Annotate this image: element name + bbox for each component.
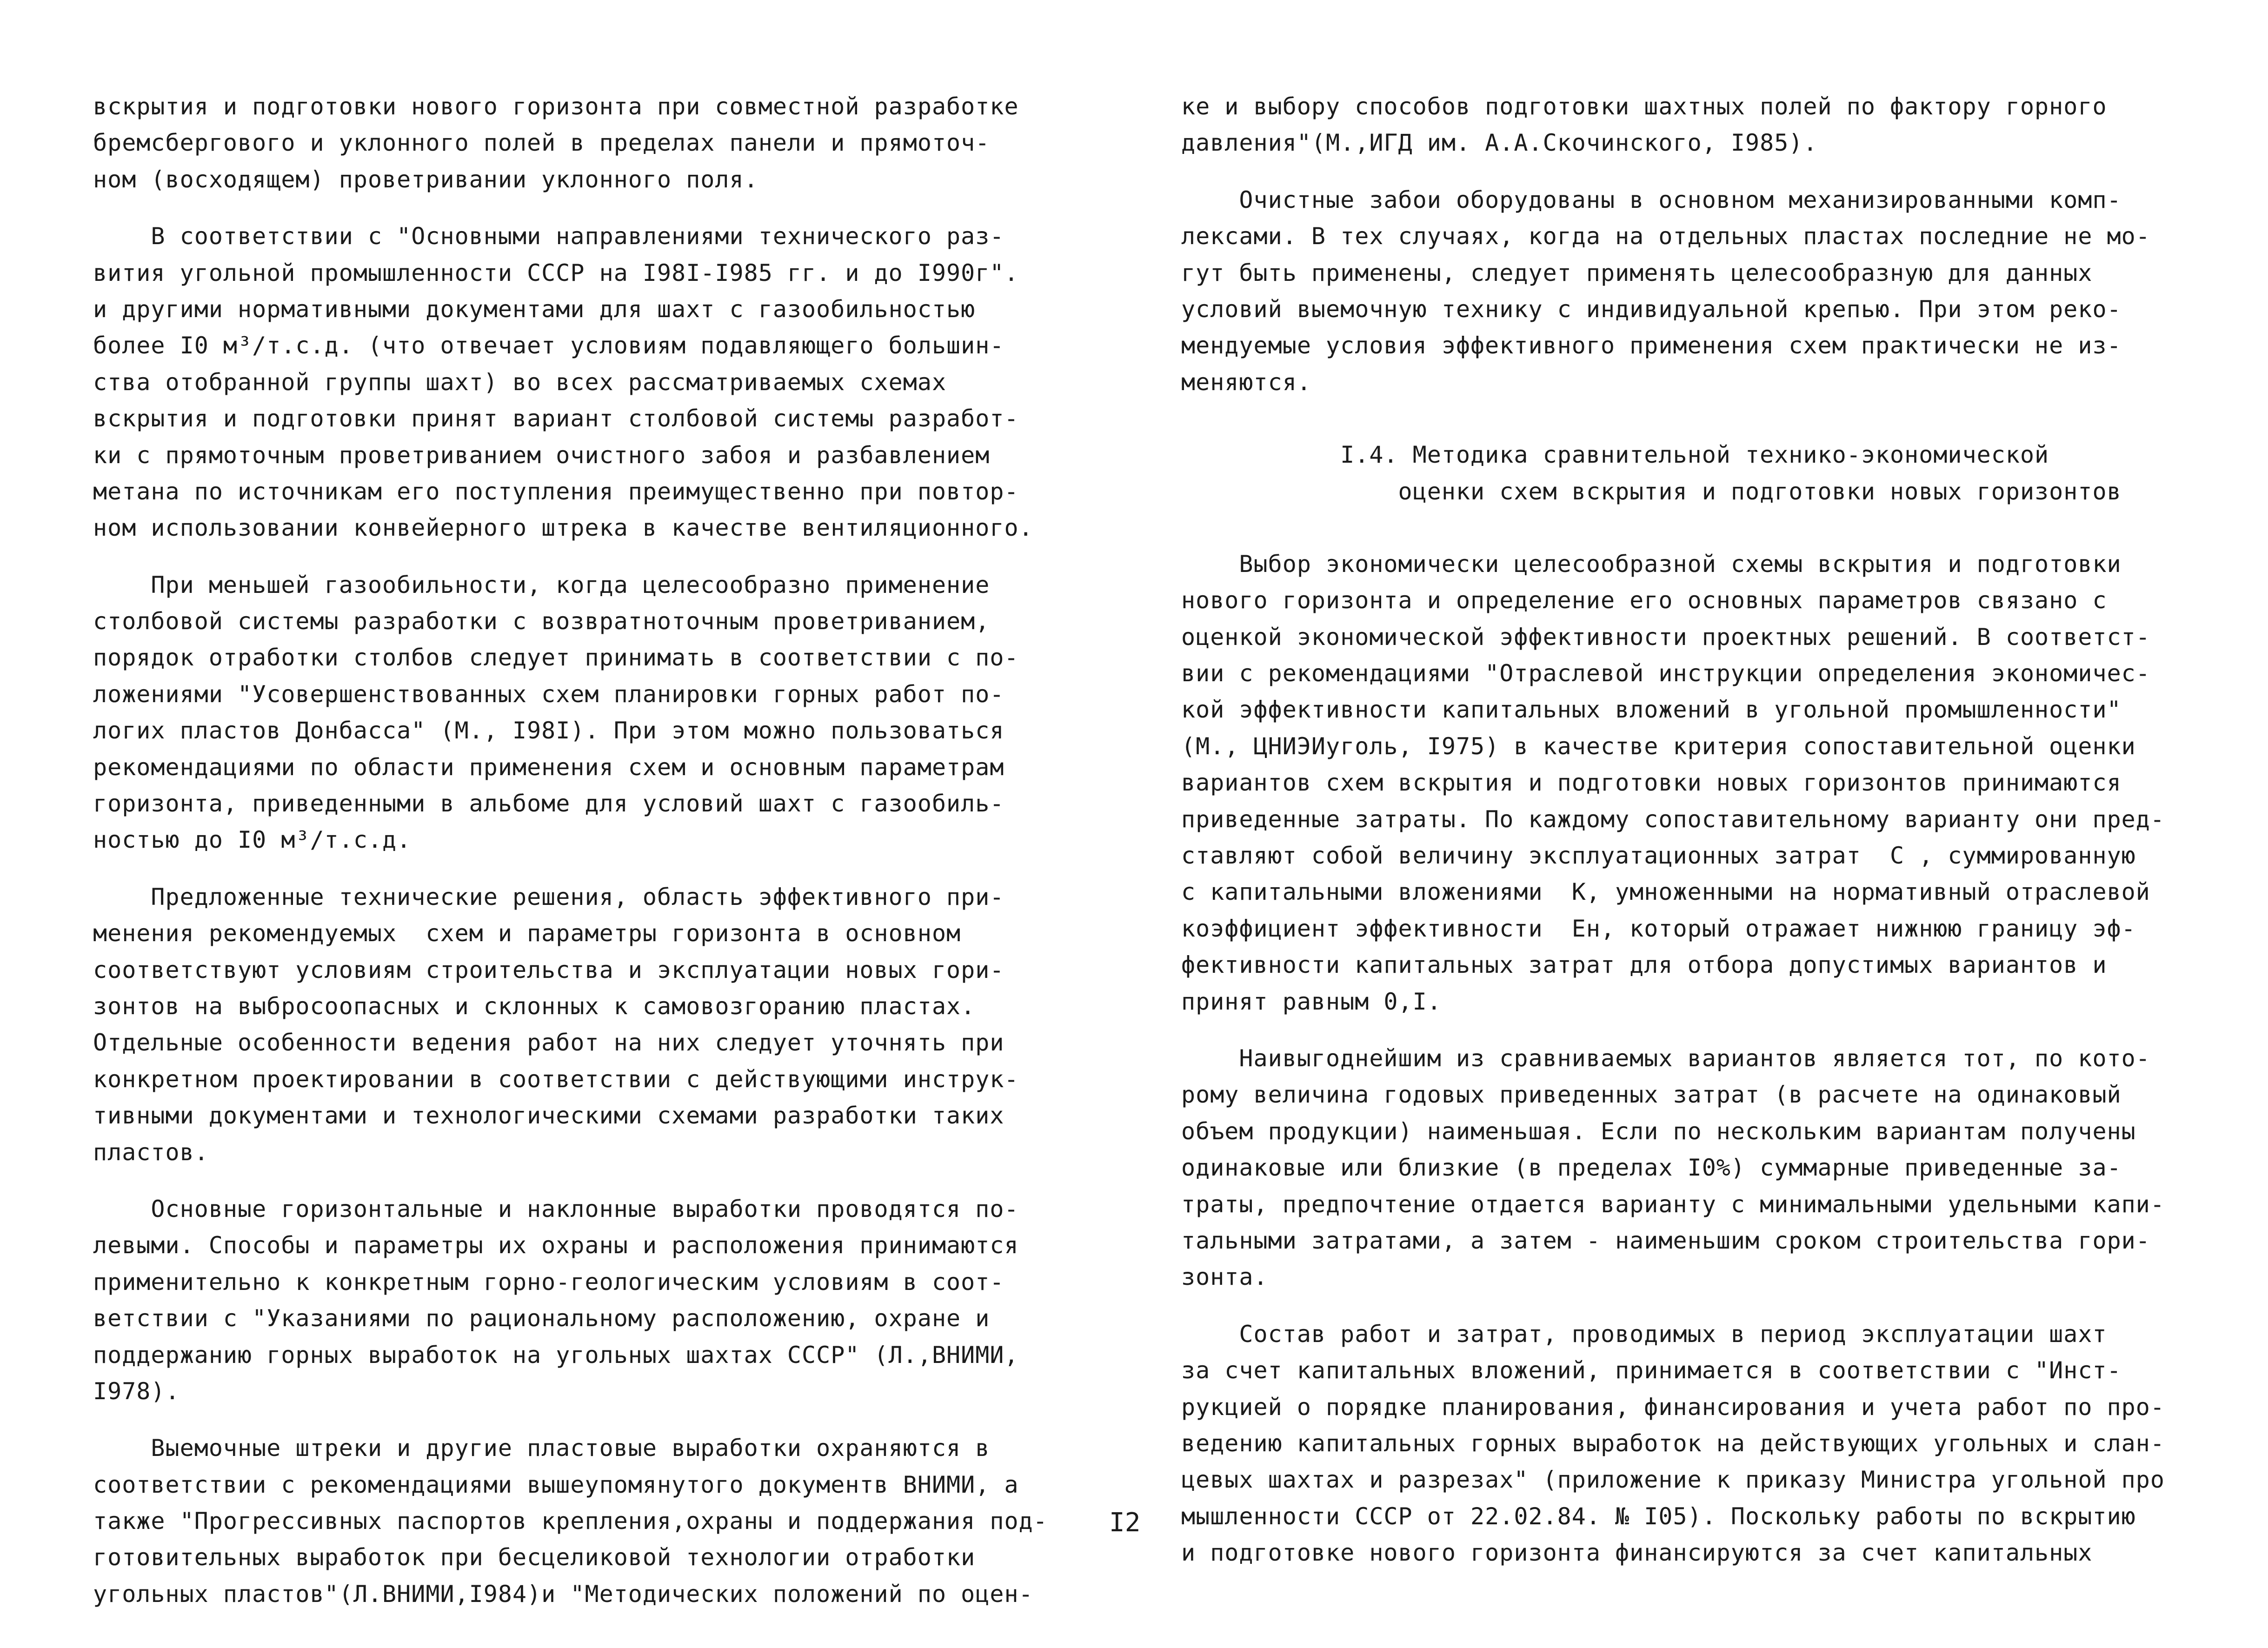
text-line: мендуемые условия эффективного применения схем практически не из-	[1181, 332, 2122, 359]
text-line: Наивыгоднейшим из сравниваемых вариантов является тот, по кото-	[1181, 1044, 2150, 1072]
text-line: ностью до I0 м³/т.с.д.	[93, 826, 412, 854]
text-line: Выемочные штреки и другие пластовые выработки охраняются в	[93, 1435, 990, 1462]
text-line: (М., ЦНИЭИуголь, I975) в качестве критерия сопоставительной оценки	[1181, 732, 2136, 760]
text-line: зонтов на выбросоопасных и склонных к самовозгоранию пластах.	[93, 992, 976, 1020]
text-line: гут быть применены, следует применять целесообразную для данных	[1181, 259, 2093, 286]
text-line: ведению капитальных горных выработок на действующих угольных и слан-	[1181, 1429, 2165, 1457]
text-line: Отдельные особенности ведения работ на них следует уточнять при	[93, 1029, 1004, 1057]
spacer	[93, 1170, 1102, 1191]
text-line: вития угольной промышленности СССР на I98I-I985 гг. и до I990г".	[93, 259, 1019, 286]
text-line: оценкой экономической эффективности проектных решений. В соответст-	[1181, 623, 2150, 651]
left-text-column	[93, 88, 1102, 1612]
text-line: вии с рекомендациями "Отраслевой инструкции определения экономичес-	[1181, 660, 2150, 687]
paragraph	[1181, 1316, 2195, 1571]
text-line: ветствии с "Указаниями по рациональному расположению, охране и	[93, 1305, 990, 1332]
text-line: поддержанию горных выработок на угольных шахтах СССР" (Л.,ВНИМИ,	[93, 1341, 1019, 1369]
page-number: I2	[1109, 1508, 1141, 1538]
spacer	[93, 1409, 1102, 1430]
text-line: объем продукции) наименьшая. Если по нескольким вариантам получены	[1181, 1117, 2136, 1145]
text-line: фективности капитальных затрат для отбора допустимых вариантов и	[1181, 951, 2107, 979]
text-line: траты, предпочтение отдается варианту с минимальными удельными капи-	[1181, 1190, 2165, 1218]
text-line: принят равным 0,I.	[1181, 988, 1442, 1015]
text-line: ном (восходящем) проветривании уклонного поля.	[93, 166, 758, 193]
text-line: менения рекомендуемых схем и параметры горизонта в основном	[93, 920, 961, 947]
paragraph	[93, 1430, 1102, 1612]
spacer	[1181, 1020, 2195, 1040]
text-line: столбовой системы разработки с возвратноточным проветриванием,	[93, 608, 990, 635]
text-line: вскрытия и подготовки нового горизонта при совместной разработке	[93, 93, 1019, 120]
text-line: соответствуют условиям строительства и эксплуатации новых гори-	[93, 956, 1004, 983]
text-line: и подготовке нового горизонта финансируются за счет капитальных	[1181, 1539, 2093, 1567]
text-line: рому величина годовых приведенных затрат (в расчете на одинаковый	[1181, 1081, 2122, 1109]
text-line: левыми. Способы и параметры их охраны и расположения принимаются	[93, 1232, 1019, 1259]
paragraph	[1181, 1040, 2195, 1296]
text-line: также "Прогрессивных паспортов крепления,охраны и поддержания под-	[93, 1508, 1048, 1535]
paragraph	[93, 879, 1102, 1170]
text-line: меняются.	[1181, 368, 1311, 396]
text-line: вскрытия и подготовки принят вариант столбовой системы разработ-	[93, 405, 1019, 432]
spacer	[1181, 400, 2195, 437]
text-line: ложениями "Усовершенствованных схем планировки горных работ по-	[93, 680, 1004, 708]
spacer	[93, 546, 1102, 567]
spacer	[93, 858, 1102, 879]
text-line: с капитальными вложениями К, умноженными на нормативный отраслевой	[1181, 878, 2150, 906]
text-line: угольных пластов"(Л.ВНИМИ,I984)и "Методических положений по оцен-	[93, 1580, 1033, 1608]
text-line: готовительных выработок при бесцеликовой технологии отработки	[93, 1544, 976, 1571]
text-line: и другими нормативными документами для шахт с газообильностью	[93, 295, 976, 323]
text-line: ставляют собой величину эксплуатационных затрат С , суммированную	[1181, 842, 2136, 870]
section-heading	[1181, 437, 2195, 510]
text-line: коэффициент эффективности Ен, который отражает нижнюю границу эф-	[1181, 915, 2136, 942]
text-line: цевых шахтах и разрезах" (приложение к приказу Министра угольной про	[1181, 1466, 2165, 1494]
text-line: Предложенные технические решения, область эффективного при-	[93, 883, 1004, 910]
right-text-column	[1181, 88, 2195, 1571]
paragraph	[93, 567, 1102, 858]
text-line: ном использовании конвейерного штрека в качестве вентиляционного.	[93, 514, 1033, 542]
spacer	[1181, 510, 2195, 546]
spacer	[1181, 1296, 2195, 1316]
text-line: ки с прямоточным проветриванием очистного забоя и разбавлением	[93, 441, 990, 469]
paragraph	[1181, 88, 2195, 161]
paragraph	[93, 218, 1102, 546]
text-line: давления"(М.,ИГД им. А.А.Скочинского, I985).	[1181, 129, 1818, 157]
text-line: горизонта, приведенными в альбоме для условий шахт с газообиль-	[93, 790, 1004, 817]
text-line: тивными документами и технологическими схемами разработки таких	[93, 1102, 1004, 1130]
paragraph	[1181, 182, 2195, 400]
text-line: нового горизонта и определение его основных параметров связано с	[1181, 587, 2107, 614]
heading-line: I.4. Методика сравнительной технико-экономической	[1181, 441, 2049, 469]
text-line: ства отобранной группы шахт) во всех рассматриваемых схемах	[93, 368, 947, 396]
paragraph	[93, 88, 1102, 198]
heading-line: оценки схем вскрытия и подготовки новых горизонтов	[1181, 478, 2122, 505]
spacer	[93, 198, 1102, 218]
spacer	[1181, 161, 2195, 182]
text-line: вариантов схем вскрытия и подготовки новых горизонтов принимаются	[1181, 769, 2122, 797]
text-line: мышленности СССР от 22.02.84. № I05). Поскольку работы по вскрытию	[1181, 1502, 2136, 1530]
text-line: В соответствии с "Основными направлениями технического раз-	[93, 223, 1004, 250]
text-line: логих пластов Донбасса" (М., I98I). При этом можно пользоваться	[93, 717, 1004, 744]
text-line: тальными затратами, а затем - наименьшим сроком строительства гори-	[1181, 1227, 2150, 1254]
text-line: Состав работ и затрат, проводимых в период эксплуатации шахт	[1181, 1320, 2107, 1348]
paragraph	[1181, 546, 2195, 1020]
text-line: Выбор экономически целесообразной схемы вскрытия и подготовки	[1181, 550, 2122, 578]
text-line: бремсбергового и уклонного полей в пределах панели и прямоточ-	[93, 129, 990, 157]
text-line: одинаковые или близкие (в пределах I0%) суммарные приведенные за-	[1181, 1154, 2122, 1182]
text-line: за счет капитальных вложений, принимается в соответствии с "Инст-	[1181, 1357, 2122, 1384]
text-line: конкретном проектировании в соответствии с действующими инструк-	[93, 1065, 1019, 1093]
text-line: Очистные забои оборудованы в основном механизированными комп-	[1181, 186, 2122, 213]
text-line: применительно к конкретным горно-геологическим условиям в соот-	[93, 1268, 1004, 1296]
text-line: приведенные затраты. По каждому сопоставительному варианту они пред-	[1181, 805, 2165, 833]
text-line: ке и выбору способов подготовки шахтных полей по фактору горного	[1181, 93, 2107, 120]
text-line: зонта.	[1181, 1263, 1268, 1291]
text-line: соответствии с рекомендациями вышеупомянутого документв ВНИМИ, а	[93, 1471, 1019, 1498]
text-line: I978).	[93, 1377, 180, 1405]
text-line: При меньшей газообильности, когда целесообразно применение	[93, 571, 990, 598]
text-line: порядок отработки столбов следует принимать в соответствии с по-	[93, 644, 1019, 671]
text-line: метана по источникам его поступления преимущественно при повтор-	[93, 478, 1019, 505]
text-line: рукцией о порядке планирования, финансирования и учета работ по про-	[1181, 1393, 2165, 1421]
text-line: кой эффективности капитальных вложений в угольной промышленности"	[1181, 696, 2122, 724]
paragraph	[93, 1191, 1102, 1409]
text-line: Основные горизонтальные и наклонные выработки проводятся по-	[93, 1195, 1019, 1223]
text-line: условий выемочную технику с индивидуальной крепью. При этом реко-	[1181, 295, 2122, 323]
text-line: более I0 м³/т.с.д. (что отвечает условиям подавляющего большин-	[93, 332, 1004, 359]
text-line: лексами. В тех случаях, когда на отдельных пластах последние не мо-	[1181, 223, 2150, 250]
text-line: рекомендациями по области применения схем и основным параметрам	[93, 753, 1004, 781]
text-line: пластов.	[93, 1138, 209, 1166]
